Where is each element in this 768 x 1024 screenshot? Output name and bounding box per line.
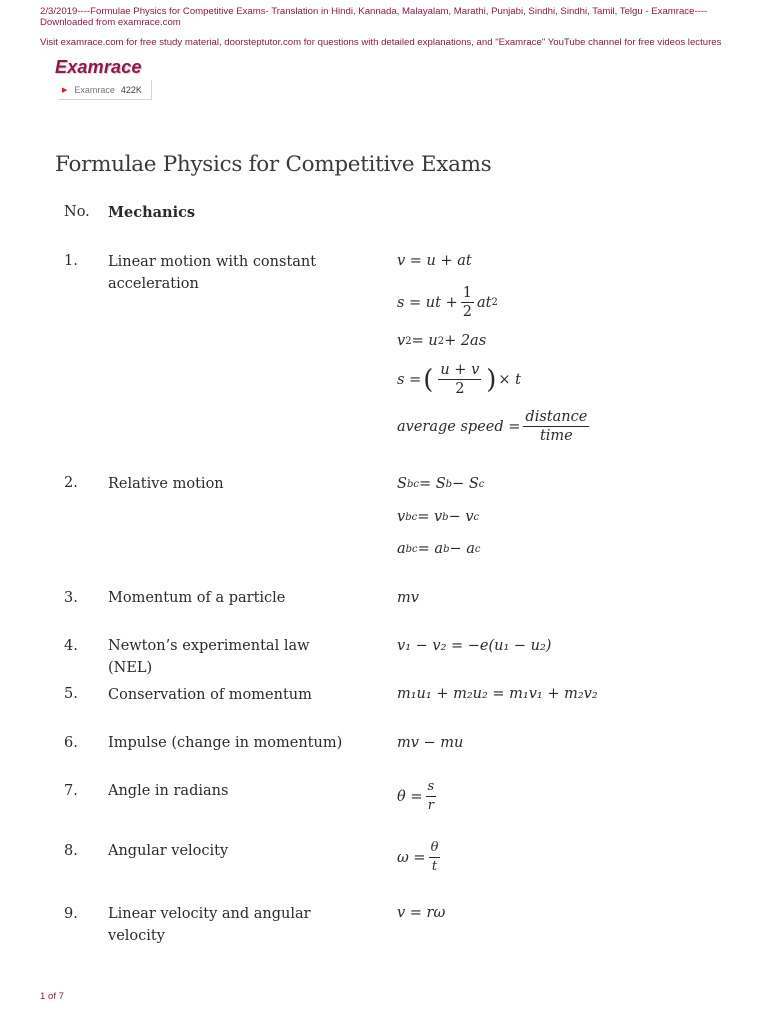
formula-exponent: 2 — [491, 297, 498, 308]
formula-part: at — [476, 294, 492, 311]
youtube-play-icon: ▶ — [62, 86, 68, 94]
formula-displacement — [397, 284, 498, 321]
row-number: 2. — [64, 475, 78, 491]
formula-relative-displacement: S bc = S b − S c — [397, 476, 485, 492]
formula-part: s = ut + — [397, 294, 458, 311]
formula-velocity-squared — [397, 333, 486, 349]
fraction-denominator: 2 — [455, 381, 465, 397]
row-number: 5. — [64, 686, 78, 702]
fraction — [426, 778, 437, 815]
formula-linear-angular-velocity: v = rω — [397, 905, 446, 921]
row-label: Momentum of a particle — [108, 590, 286, 606]
page-indicator: 1 of 7 — [40, 991, 65, 1002]
youtube-subscribe-widget[interactable] — [58, 80, 152, 100]
page-title: Formulae Physics for Competitive Exams — [55, 152, 492, 177]
formula-relative-acceleration: a bc = a b − a c — [397, 541, 481, 557]
row-number: 3. — [64, 590, 78, 606]
row-label: Angular velocity — [108, 843, 229, 859]
row-label: Linear motion with constant acceleration — [108, 254, 317, 292]
row-label: Angle in radians — [108, 783, 229, 799]
fraction — [523, 408, 589, 445]
header-line-2: Visit examrace.com for free study material, doorsteptutor.com for questions with detailed explanations, and "Examrace" YouTube channel for free videos lectures — [40, 37, 722, 48]
row-label: Impulse (change in momentum) — [108, 735, 343, 751]
row-number: 8. — [64, 843, 78, 859]
fraction-denominator: r — [427, 798, 434, 813]
column-header-mechanics: Mechanics — [108, 204, 196, 221]
formula-part: × t — [498, 371, 522, 388]
youtube-subscriber-count: 422K — [120, 84, 142, 95]
formula-nel: v₁ − v₂ = −e(u₁ − u₂) — [397, 638, 552, 654]
row-label: Newton’s experimental law (NEL) — [108, 638, 310, 676]
fraction-numerator: 1 — [462, 285, 472, 301]
row-number: 6. — [64, 735, 78, 751]
formula-momentum: mv — [397, 590, 419, 606]
fraction-denominator: t — [431, 859, 438, 874]
formula-relative-velocity: v bc = v b − v c — [397, 509, 480, 525]
formula-average-speed — [397, 408, 592, 445]
paren-left: ( — [423, 364, 434, 395]
paren-right: ) — [486, 364, 497, 395]
fraction — [438, 361, 481, 398]
fraction-denominator: time — [539, 428, 573, 444]
fraction-numerator: u + v — [440, 362, 480, 378]
fraction-numerator: distance — [525, 409, 588, 425]
formula-part: + 2as — [444, 333, 487, 349]
fraction — [429, 839, 441, 876]
formula-part: θ = — [397, 788, 423, 805]
formula-conservation-momentum: m₁u₁ + m₂u₂ = m₁v₁ + m₂v₂ — [397, 686, 598, 702]
formula-impulse: mv − mu — [397, 735, 464, 751]
formula-linear-velocity: v = u + at — [397, 253, 472, 269]
row-number: 7. — [64, 783, 78, 799]
formula-part: ω = — [397, 849, 426, 866]
fraction — [461, 284, 474, 321]
fraction-denominator: 2 — [462, 304, 472, 320]
formula-exponent: 2 — [405, 335, 412, 347]
row-number: 9. — [64, 906, 78, 922]
formula-average-velocity — [397, 361, 521, 398]
row-number: 4. — [64, 638, 78, 654]
fraction-numerator: θ — [429, 839, 441, 858]
row-number: 1. — [64, 253, 78, 269]
formula-exponent: 2 — [437, 335, 445, 347]
formula-angular-velocity — [397, 839, 443, 876]
row-label: Conservation of momentum — [108, 687, 312, 703]
formula-part: average speed = — [397, 418, 521, 435]
formula-part: v — [397, 333, 406, 349]
youtube-channel-name: Examrace — [74, 84, 115, 95]
formula-part: s = — [397, 371, 422, 388]
examrace-logo[interactable]: Examrace — [55, 57, 142, 77]
header-line-1: 2/3/2019----Formulae Physics for Competitive Exams- Translation in Hindi, Kannada, Malayalam, Marathi, Punjabi, Sindhi, Sindhi, Tamil, Telgu - Examrace----Downloaded from examrace.com — [40, 6, 708, 28]
row-label: Relative motion — [108, 476, 224, 492]
formula-angle-radians — [397, 778, 439, 815]
formula-part: = u — [411, 333, 438, 349]
fraction-numerator: s — [426, 778, 437, 797]
column-header-no: No. — [64, 204, 90, 220]
row-label: Linear velocity and angular velocity — [108, 906, 311, 944]
